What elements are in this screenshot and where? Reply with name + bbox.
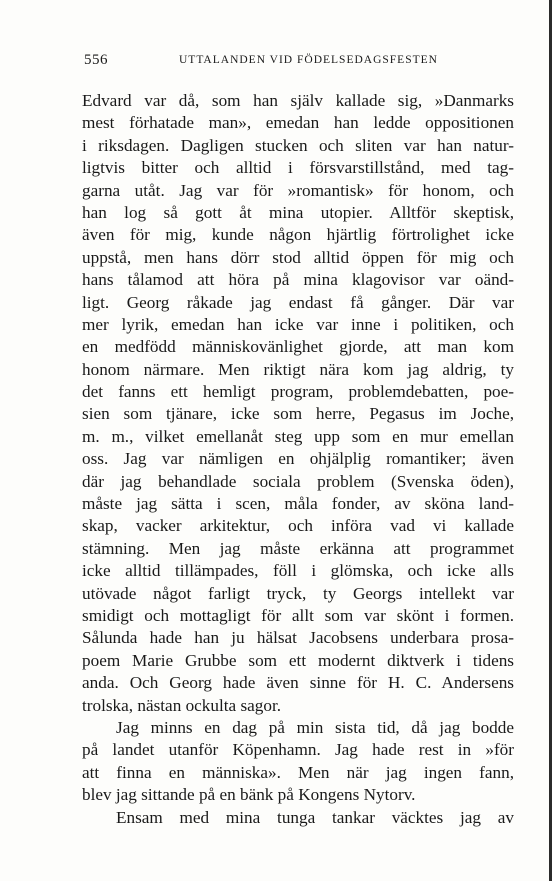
text-line: smidigt och mottagligt för allt som var skönt i formen.: [82, 605, 514, 625]
text-line: Ensam med mina tunga tankar väcktes jag av: [116, 807, 514, 827]
text-line: hans tålamod att höra på mina klagovisor var oänd-: [82, 270, 514, 290]
page-header: [84, 52, 464, 72]
text-line: måste jag sätta i scen, måla fonder, av sköna land-: [82, 494, 514, 514]
text-line: Edvard var då, som han själv kallade sig, »Danmarks: [82, 91, 514, 110]
text-line: där jag behandlade sociala problem (Svenska öden),: [82, 471, 514, 491]
text-line: uppstå, men hans dörr stod alltid öppen för mig och: [82, 247, 514, 267]
text-line: mer lyrik, emedan han icke var inne i politiken, och: [82, 314, 514, 334]
text-line: blev jag sittande på en bänk på Kongens Nytorv.: [82, 785, 416, 805]
text-line: honom närmare. Men riktigt nära kom jag aldrig, ty: [82, 359, 514, 379]
text-line: Sålunda hade han ju hälsat Jacobsens underbara prosa-: [82, 628, 514, 648]
page-number: 556: [84, 52, 108, 68]
text-line: skap, vacker arkitektur, och införa vad vi kallade: [82, 516, 514, 536]
text-line: garna utåt. Jag var för »romantisk» för honom, och: [82, 180, 514, 200]
text-line: icke alltid tillämpades, föll i glömska, och icke alls: [82, 561, 514, 581]
text-line: stämning. Men jag måste erkänna att programmet: [82, 538, 514, 558]
text-line: att finna en människa». Men när jag ingen fann,: [82, 762, 514, 782]
text-line: poem Marie Grubbe som ett modernt diktverk i tidens: [82, 650, 514, 670]
text-line: det fanns ett hemligt program, problemdebatten, poe-: [82, 382, 514, 402]
running-title: UTTALANDEN VID FÖDELSEDAGSFESTEN: [179, 54, 438, 66]
text-line: mest förhatade man», emedan han ledde oppositionen: [82, 113, 514, 133]
text-line: i riksdagen. Dagligen stucken och sliten var han natur-: [82, 135, 514, 155]
text-line: en medfödd människovänlighet gjorde, att man kom: [82, 337, 514, 357]
text-line: trolska, nästan ockulta sagor.: [82, 695, 282, 715]
text-line: sien som tjänare, icke som herre, Pegasus im Joche,: [82, 404, 514, 424]
text-line: han log så gott åt mina utopier. Alltför skeptisk,: [82, 202, 514, 222]
text-line: ligtvis bitter och alltid i försvarstillstånd, med tag-: [82, 158, 514, 178]
text-line: ligt. Georg råkade jag endast få gånger. Där var: [82, 292, 514, 312]
text-line: på landet utanför Köpenhamn. Jag hade rest in »för: [82, 740, 514, 760]
text-line: oss. Jag var nämligen en ohjälplig romantiker; även: [82, 449, 514, 469]
text-line: Jag minns en dag på min sista tid, då jag bodde: [116, 717, 514, 737]
body-text: [82, 90, 514, 829]
text-line: anda. Och Georg hade även sinne för H. C. Andersens: [82, 673, 514, 693]
text-line: m. m., vilket emellanåt steg upp som en mur emellan: [82, 426, 514, 446]
text-line: även för mig, kunde någon hjärtlig förtrolighet icke: [82, 225, 514, 245]
text-line: utövade något farligt tryck, ty Georgs intellekt var: [82, 583, 514, 603]
